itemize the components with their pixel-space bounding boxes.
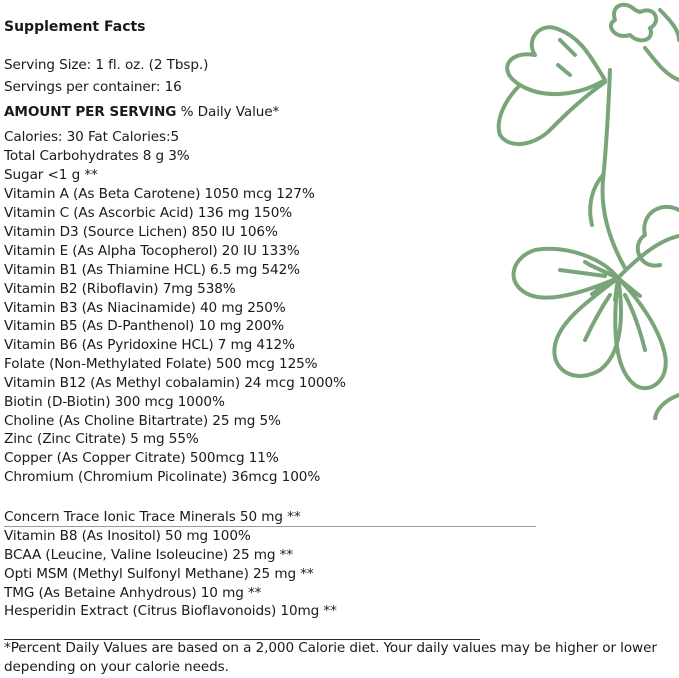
- nutrient-row: Vitamin B1 (As Thiamine HCL) 6.5 mg 542%: [4, 262, 300, 278]
- nutrient-row: Vitamin B5 (As D-Panthenol) 10 mg 200%: [4, 318, 285, 334]
- ingredient-row: Vitamin B8 (As Inositol) 50 mg 100%: [4, 528, 251, 544]
- nutrient-row: Vitamin D3 (Source Lichen) 850 IU 106%: [4, 224, 278, 240]
- daily-value-footnote: *Percent Daily Values are based on a 2,000 Calorie diet. Your daily values may be higher or lower depending on your calorie needs.: [4, 640, 657, 675]
- nutrient-row: Sugar <1 g **: [4, 167, 98, 183]
- footnote-separator: ______________________________________________________________________: [4, 625, 480, 641]
- ingredient-row: Concern Trace Ionic Trace Minerals 50 mg **: [4, 509, 301, 525]
- ingredient-row: Opti MSM (Methyl Sulfonyl Methane) 25 mg **: [4, 566, 314, 582]
- amount-header-daily-value: % Daily Value*: [176, 104, 280, 120]
- nutrient-row: Choline (As Choline Bitartrate) 25 mg 5%: [4, 413, 281, 429]
- nutrient-row: Zinc (Zinc Citrate) 5 mg 55%: [4, 431, 199, 447]
- amount-per-serving-header: [4, 103, 279, 122]
- servings-per-container: Servings per container: 16: [4, 79, 182, 95]
- ingredient-row: BCAA (Leucine, Valine Isoleucine) 25 mg **: [4, 547, 294, 563]
- nutrient-row: Vitamin B6 (As Pyridoxine HCL) 7 mg 412%: [4, 337, 295, 353]
- flower-illustration: [440, 0, 679, 420]
- nutrient-row: Biotin (D-Biotin) 300 mcg 1000%: [4, 394, 225, 410]
- nutrient-row: Total Carbohydrates 8 g 3%: [4, 148, 190, 164]
- nutrient-row: Folate (Non-Methylated Folate) 500 mcg 125%: [4, 356, 318, 372]
- nutrient-row: Copper (As Copper Citrate) 500mcg 11%: [4, 450, 279, 466]
- nutrient-row: Vitamin A (As Beta Carotene) 1050 mcg 127%: [4, 186, 315, 202]
- serving-size: Serving Size: 1 fl. oz. (2 Tbsp.): [4, 57, 209, 73]
- nutrient-row: Vitamin B2 (Riboflavin) 7mg 538%: [4, 281, 236, 297]
- nutrient-row: Vitamin E (As Alpha Tocopherol) 20 IU 133%: [4, 243, 300, 259]
- amount-header-bold: AMOUNT PER SERVING: [4, 104, 177, 120]
- nutrient-row: Vitamin B3 (As Niacinamide) 40 mg 250%: [4, 300, 286, 316]
- nutrient-row: Chromium (Chromium Picolinate) 36mcg 100%: [4, 469, 321, 485]
- ingredient-row: Hesperidin Extract (Citrus Bioflavonoids) 10mg **: [4, 603, 337, 619]
- nutrient-row: Calories: 30 Fat Calories:5: [4, 129, 180, 145]
- panel-title: Supplement Facts: [4, 19, 146, 35]
- nutrient-row: Vitamin B12 (As Methyl cobalamin) 24 mcg 1000%: [4, 375, 346, 391]
- ingredient-row: TMG (As Betaine Anhydrous) 10 mg **: [4, 585, 262, 601]
- nutrient-row: Vitamin C (As Ascorbic Acid) 136 mg 150%: [4, 205, 293, 221]
